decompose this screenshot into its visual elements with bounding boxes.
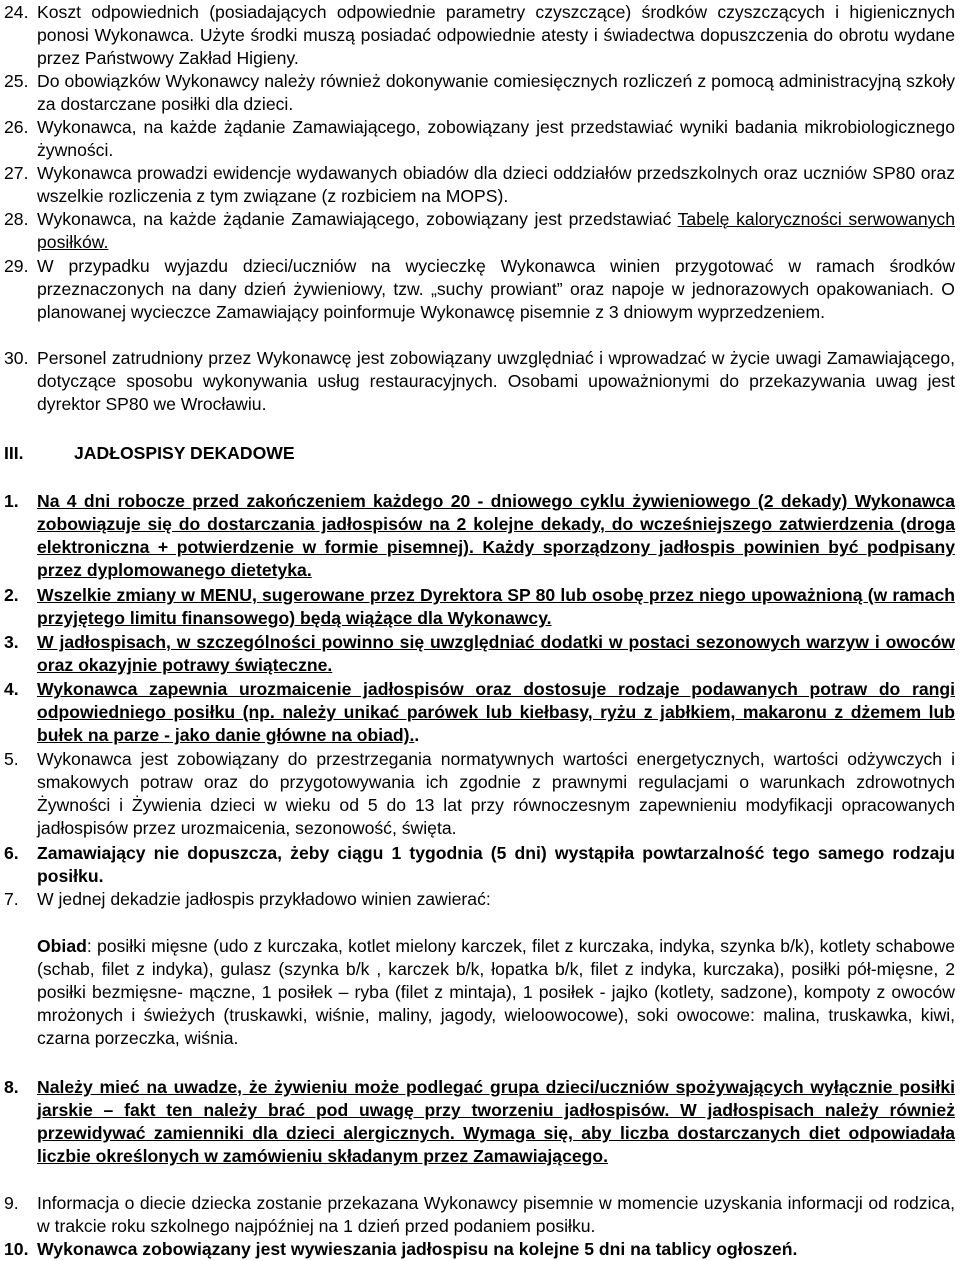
item-number: 10. (4, 1239, 29, 1259)
item-text: Wykonawca zapewnia urozmaicenie jadłospisów oraz dostosuje rodzaje podawanych potraw do rangi odpowiedniego posiłku (np. należy unikać parówek lub kiełbasy, ryżu z jabłkiem, makaronu z dżemem lub bułek na parze - jako danie główne na obiad). (37, 679, 955, 745)
item-number: 24. (4, 2, 29, 22)
item-number: 6. (4, 843, 19, 863)
list-item-9 (4, 1192, 955, 1238)
list-item-2 (4, 584, 955, 630)
item-text: Do obowiązków Wykonawcy należy również dokonywanie comiesięcznych rozliczeń z pomocą administracyjną szkoły za dostarczane posiłki dla dzieci. (37, 71, 955, 114)
item-text: Koszt odpowiednich (posiadających odpowiednie parametry czyszczące) środków czyszczących i higienicznych ponosi Wykonawca. Użyte środki muszą posiadać odpowiednie atesty i świadectwa dopuszczenia do obrotu wydane przez Państwowy Zakład Higieny. (37, 2, 955, 68)
list-item-6 (4, 842, 955, 888)
item-number: 9. (4, 1193, 19, 1213)
item-number: 1. (4, 491, 19, 511)
section-title: JADŁOSPISY DEKADOWE (74, 443, 295, 463)
item-text: W jednej dekadzie jadłospis przykładowo winien zawierać: (37, 889, 491, 909)
item-text: Należy mieć na uwadze, że żywieniu może podlegać grupa dzieci/uczniów spożywających wyłącznie posiłki jarskie – fakt ten należy brać pod uwagę przy tworzeniu jadłospisów. W jadłospisach należy również przewidywać zamienniki dla dzieci alergicznych. Wymaga się, aby liczba dostarczanych diet odpowiadała liczbie określonych w zamówieniu składanym przez Zamawiającego. (37, 1077, 955, 1166)
obiad-label: Obiad (37, 936, 87, 956)
item-text: Wykonawca prowadzi ewidencje wydawanych obiadów dla dzieci oddziałów przedszkolnych oraz uczniów SP80 oraz wszelkie rozliczenia z tym związane (z rozbiciem na MOPS). (37, 163, 955, 206)
item-text: Wykonawca jest zobowiązany do przestrzegania normatywnych wartości energetycznych, wartości odżywczych i smakowych potraw oraz do przygotowywania ich zgodnie z prawnymi regulacjami o warunkach zdrowotnych Żywności i Żywienia dzieci w wieku od 5 do 13 lat przy równoczesnym zapewnieniu modyfikacji opracowanych jadłospisów przez urozmaicenia, sezonowość, święta. (37, 749, 955, 838)
item-text: W jadłospisach, w szczególności powinno się uwzględniać dodatki w postaci sezonowych warzyw i owoców oraz okazyjnie potrawy świąteczne. (37, 632, 955, 675)
item-text: W przypadku wyjazdu dzieci/uczniów na wycieczkę Wykonawca winien przygotować w ramach środków przeznaczonych na dany dzień żywieniowy, tzw. „suchy prowiant” oraz napoje w jednorazowych opakowaniach. O planowanej wycieczce Zamawiający poinformuje Wykonawcę pisemnie z 3 dniowym wyprzedzeniem. (37, 256, 955, 322)
list-item-3 (4, 631, 955, 677)
obiad-paragraph (37, 935, 955, 1050)
item-number: 5. (4, 749, 19, 769)
item-number: 8. (4, 1077, 19, 1097)
list-item-29 (4, 255, 955, 324)
item-number: 27. (4, 163, 29, 183)
item-number: 4. (4, 679, 19, 699)
section-number: III. (4, 443, 24, 463)
item-text: Wykonawca zobowiązany jest wywieszania jadłospisu na kolejne 5 dni na tablicy ogłoszeń. (37, 1239, 798, 1259)
item-number: 30. (4, 348, 29, 368)
list-item-27 (4, 162, 955, 208)
list-item-26 (4, 116, 955, 162)
list-item-28 (4, 208, 955, 254)
list-item-4 (4, 678, 955, 747)
list-item-1 (4, 490, 955, 582)
list-item-7 (4, 888, 955, 911)
item-text: Wszelkie zmiany w MENU, sugerowane przez Dyrektora SP 80 lub osobę przez niego upoważnioną (w ramach przyjętego limitu finansowego) będą wiążące dla Wykonawcy. (37, 585, 955, 628)
item-number: 2. (4, 585, 19, 605)
list-item-25 (4, 70, 955, 116)
item-number: 29. (4, 256, 29, 276)
list-item-30 (4, 347, 955, 416)
item-text: Informacja o diecie dziecka zostanie przekazana Wykonawcy pisemnie w momencie uzyskania informacji od rodzica, w trakcie roku szkolnego najpóźniej na 1 dzień przed podaniem posiłku. (37, 1193, 955, 1236)
item-text-tail: . (414, 725, 420, 745)
item-text: Wykonawca, na każde żądanie Zamawiającego, zobowiązany jest przedstawiać wyniki badania mikrobiologicznego żywności. (37, 117, 955, 160)
item-text: Wykonawca, na każde żądanie Zamawiającego, zobowiązany jest przedstawiać (37, 209, 678, 229)
item-text: Na 4 dni robocze przed zakończeniem każdego 20 - dniowego cyklu żywieniowego (2 dekady) Wykonawca zobowiązuje się do dostarczania jadłospisów na 2 kolejne dekady, do wcześniejszego zatwierdzenia (droga elektroniczna + potwierdzenie w formie pisemnej). Każdy sporządzony jadłospis powinien być podpisany przez dyplomowanego dietetyka. (37, 491, 955, 580)
list-item-10 (4, 1238, 955, 1261)
list-item-24 (4, 1, 955, 70)
item-text: Personel zatrudniony przez Wykonawcę jest zobowiązany uwzględniać i wprowadzać w życie uwagi Zamawiającego, dotyczące sposobu wykonywania usług restauracyjnych. Osobami upoważnionymi do przekazywania uwag jest dyrektor SP80 we Wrocławiu. (37, 348, 955, 414)
item-number: 25. (4, 71, 29, 91)
list-item-5 (4, 748, 955, 840)
item-text-underlined: Tabelę kaloryczności serwowanych posiłków. (37, 209, 955, 252)
obiad-text: : posiłki mięsne (udo z kurczaka, kotlet mielony karczek, filet z kurczaka, indyka, szynka b/k), kotlety schabowe (schab, filet z indyka), gulasz (szynka b/k , karczek b/k, łopatka b/k, filet z indyka, kurczaka), posiłki pół-mięsne, 2 posiłki bezmięsne- mączne, 1 posiłek – ryba (filet z mintaja), 1 posiłek - jajko (kotlety, sadzone), kompoty z owoców mrożonych i świeżych (truskawki, wiśnie, maliny, jagody, wieloowocowe), soki owocowe: malina, truskawka, kiwi, czarna porzeczka, wiśnia. (37, 936, 955, 1048)
item-number: 7. (4, 889, 19, 909)
item-number: 28. (4, 209, 29, 229)
item-number: 26. (4, 117, 29, 137)
item-text: Zamawiający nie dopuszcza, żeby ciągu 1 tygodnia (5 dni) wystąpiła powtarzalność tego samego rodzaju posiłku. (37, 843, 955, 886)
item-number: 3. (4, 632, 19, 652)
list-item-8 (4, 1076, 955, 1168)
